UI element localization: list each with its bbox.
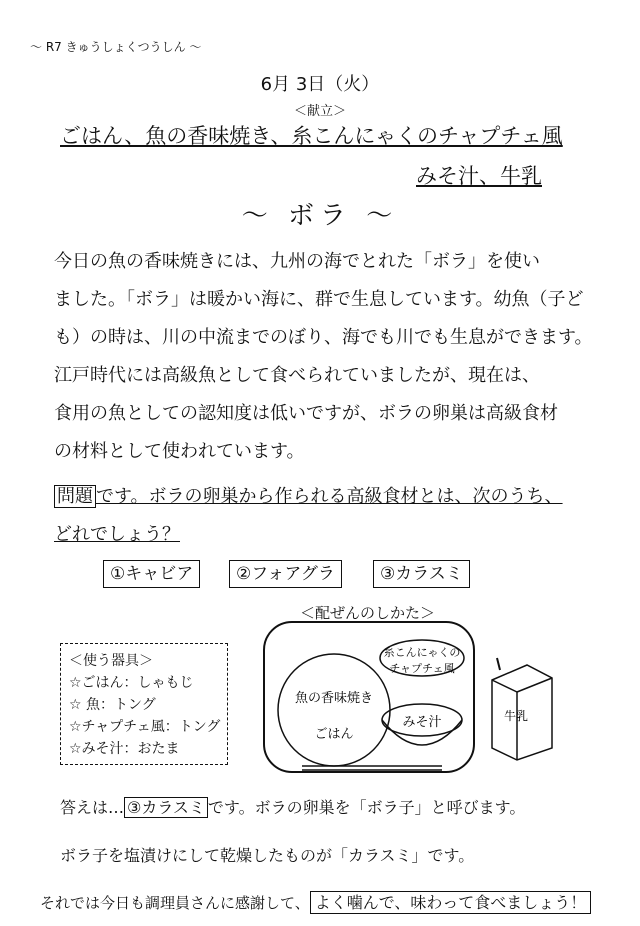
plate-label-rice: ごはん <box>314 727 354 742</box>
option-karasumi: ③カラスミ <box>373 560 470 588</box>
tools-item: ☆みそ汁：おたま <box>69 741 180 757</box>
menu-line-2: みそ汁、牛乳 <box>416 164 542 188</box>
answer <box>60 795 525 818</box>
tools-item: ☆ごはん：しゃもじ <box>69 675 194 691</box>
serving-diagram <box>262 620 592 780</box>
option-caviar: ①キャビア <box>103 560 200 588</box>
serving-title: ＜配ぜんのしかた＞ <box>300 604 436 622</box>
page-title: ～ ボラ ～ <box>241 201 399 231</box>
article-paragraph <box>54 243 594 471</box>
answer-boxed: ③カラスミ <box>124 797 208 818</box>
answer-suffix: です。ボラの卵巣を「ボラ子」と呼びます。 <box>207 798 526 817</box>
tools-title: ＜使う器具＞ <box>69 653 153 669</box>
straw <box>497 658 500 670</box>
paragraph-line: も）の時は、川の中流までのぼり、海でも川でも生息ができます。 <box>54 327 593 348</box>
paragraph-line: 今日の魚の香味焼きには、九州の海でとれた「ボラ」を使い <box>54 251 540 272</box>
question-text: です。ボラの卵巣から作られる高級食材とは、次のうち、 <box>96 486 563 507</box>
plate-label-fish: 魚の香味焼き <box>294 691 374 706</box>
paragraph-line: ました。「ボラ」は暖かい海に、群で生息しています。幼魚（子ど <box>54 289 584 310</box>
question-label: 問題 <box>54 485 96 508</box>
closing-boxed: よく噛んで、味わって食べましょう！ <box>310 891 592 914</box>
menu-line-1: ごはん、魚の香味焼き、糸こんにゃくのチャプチェ風 <box>60 124 563 148</box>
tools-box <box>60 643 228 765</box>
tools-item: ☆ 魚：トング <box>69 697 156 713</box>
question-text-2: どれでしょう？ <box>54 524 180 545</box>
paragraph-line: 江戸時代には高級魚として食べられていましたが、現在は、 <box>54 365 540 386</box>
header-note: ～ R7 きゅうしょくつうしん ～ <box>30 40 202 54</box>
date: 6月 3日（火） <box>260 74 380 95</box>
paragraph-line: の材料として使われています。 <box>54 441 305 462</box>
bowl-label-2: チャプチェ風 <box>389 662 455 675</box>
kondate-label: ＜献立＞ <box>293 104 346 119</box>
bowl-label-1: 糸こんにゃくの <box>383 646 461 659</box>
question <box>54 478 614 554</box>
explanation: ボラ子を塩漬けにして乾燥したものが「カラスミ」です。 <box>60 846 475 865</box>
paragraph-line: 食用の魚としての認知度は低いですが、ボラの卵巣は高級食材 <box>54 403 558 424</box>
answer-prefix: 答えは… <box>60 798 125 817</box>
closing-prefix: それでは今日も調理員さんに感謝して、 <box>40 894 310 912</box>
closing <box>40 890 591 913</box>
milk-label: 牛乳 <box>504 709 529 723</box>
soup-label: みそ汁 <box>402 715 442 730</box>
option-foie-gras: ②フォアグラ <box>229 560 342 588</box>
rice-fish-plate <box>278 654 390 766</box>
tools-item: ☆チャプチェ風：トング <box>69 719 221 735</box>
